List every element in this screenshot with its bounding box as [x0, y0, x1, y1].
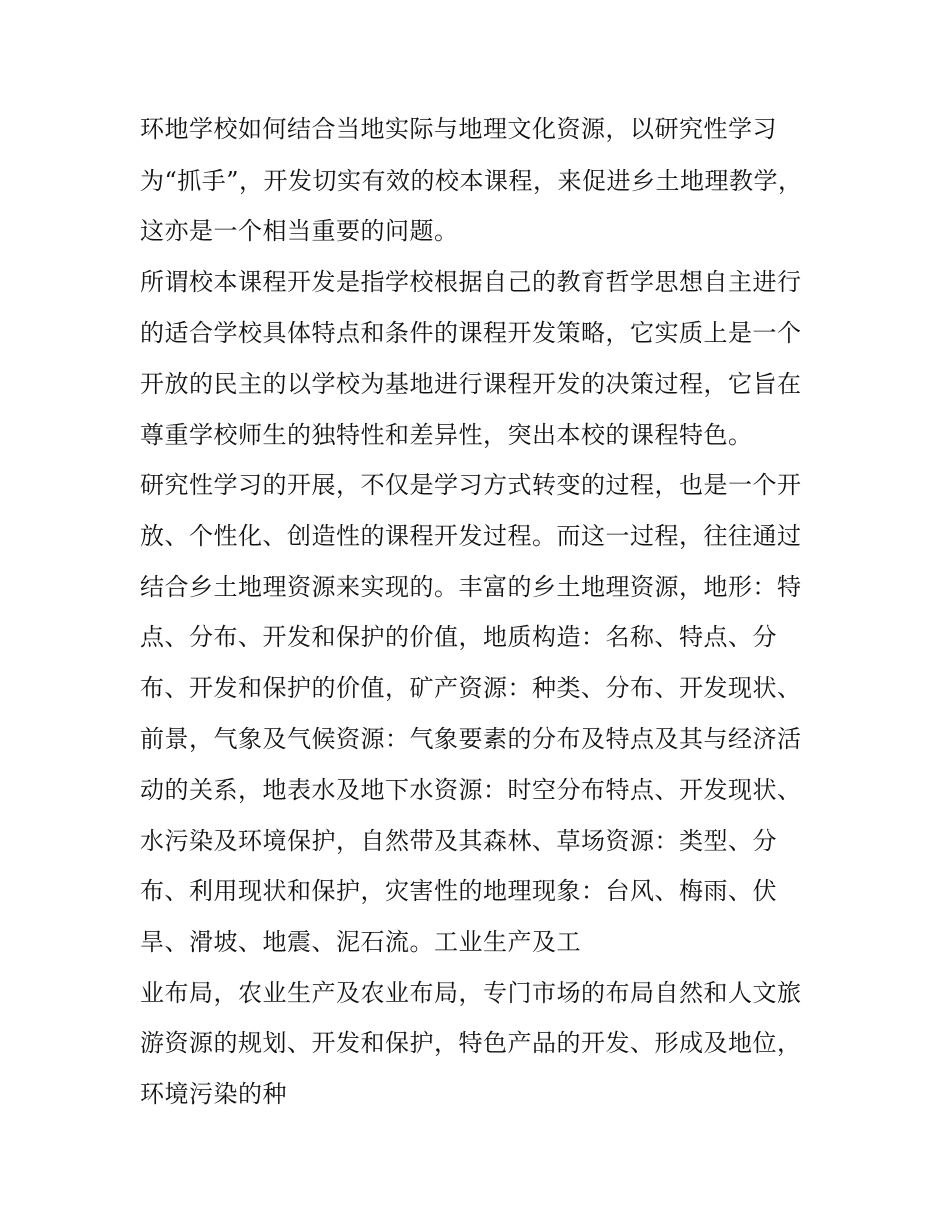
- text-line: 旱、滑坡、地震、泥石流。工业生产及工: [140, 928, 581, 956]
- text-line: 研究性学习的开展，不仅是学习方式转变的过程，也是一个开: [140, 471, 802, 499]
- text-line: 的适合学校具体特点和条件的课程开发策略，它实质上是一个: [140, 319, 802, 347]
- text-line: 结合乡土地理资源来实现的。丰富的乡土地理资源，地形：特: [140, 573, 802, 601]
- text-line: 前景，气象及气候资源：气象要素的分布及特点及其与经济活: [140, 725, 802, 753]
- text-line: 环地学校如何结合当地实际与地理文化资源，以研究性学习: [140, 115, 777, 143]
- text-line: 游资源的规划、开发和保护，特色产品的开发、形成及地位，: [140, 1029, 802, 1057]
- text-line: 尊重学校师生的独特性和差异性，突出本校的课程特色。: [140, 421, 753, 449]
- text-line: 水污染及环境保护，自然带及其森林、草场资源：类型、分: [140, 827, 777, 855]
- text-line: 开放的民主的以学校为基地进行课程开发的决策过程，它旨在: [140, 370, 802, 398]
- text-line: 所谓校本课程开发是指学校根据自己的教育哲学思想自主进行: [140, 268, 802, 296]
- text-line: 业布局，农业生产及农业布局，专门市场的布局自然和人文旅: [140, 979, 802, 1007]
- text-line: 布、利用现状和保护，灾害性的地理现象：台风、梅雨、伏: [140, 877, 777, 905]
- text-line: 动的关系，地表水及地下水资源：时空分布特点、开发现状、: [140, 776, 802, 804]
- text-line: 放、个性化、创造性的课程开发过程。而这一过程，往往通过: [140, 522, 802, 550]
- text-line: 这亦是一个相当重要的问题。: [140, 217, 459, 245]
- text-line: 布、开发和保护的价值，矿产资源：种类、分布、开发现状、: [140, 674, 802, 702]
- text-line: 环境污染的种: [140, 1080, 287, 1108]
- text-line: 为“抓手”，开发切实有效的校本课程，来促进乡土地理教学，: [140, 167, 803, 195]
- text-line: 点、分布、开发和保护的价值，地质构造：名称、特点、分: [140, 623, 777, 651]
